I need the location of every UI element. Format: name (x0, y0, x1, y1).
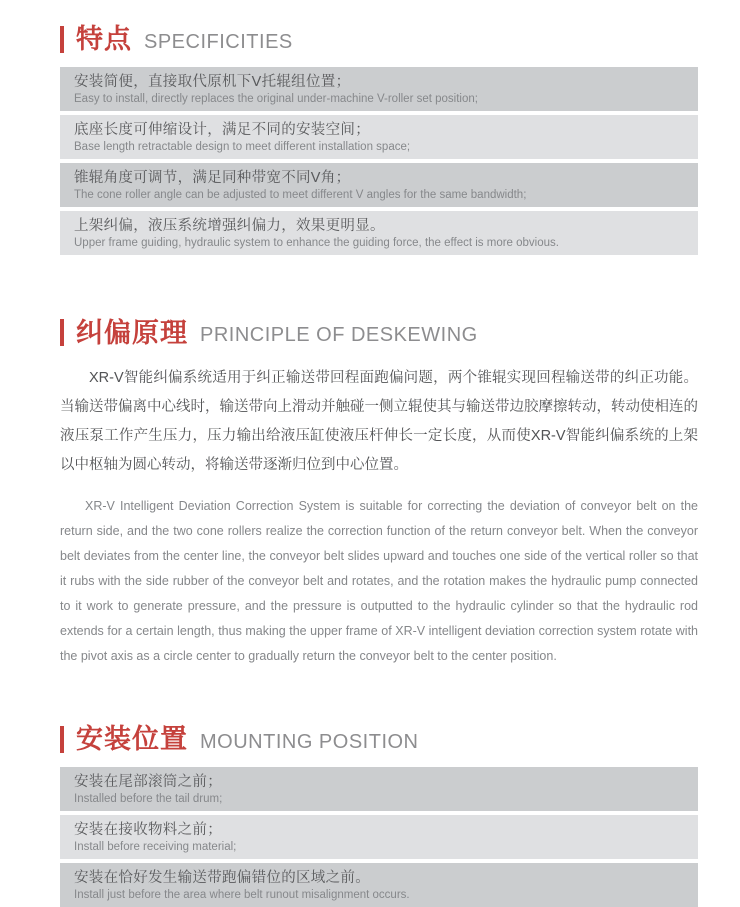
feature-item-zh: 锥辊角度可调节，满足同种带宽不同V角； (74, 169, 351, 186)
mounting-item-en: Installed before the tail drum; (74, 793, 223, 806)
accent-bar (60, 319, 64, 346)
mounting-item-zh: 安装在接收物料之前； (74, 822, 222, 839)
section-heading (60, 319, 698, 349)
feature-item (60, 67, 698, 111)
section-title-zh: 纠偏原理 (76, 317, 188, 348)
section-specificities (60, 25, 698, 255)
mounting-item (60, 815, 698, 859)
section-title-en: MOUNTING POSITION (200, 731, 419, 754)
feature-item (60, 163, 698, 207)
section-title-zh: 特点 (76, 24, 132, 54)
accent-bar (60, 726, 64, 753)
mounting-item-zh: 安装在恰好发生输送带跑偏错位的区域之前。 (74, 870, 370, 887)
section-heading (60, 725, 698, 755)
section-mounting (60, 725, 698, 907)
section-principle (60, 319, 698, 670)
principle-paragraph-en: XR-V Intelligent Deviation Correction System is suitable for correcting the deviation of conveyor belt on the return side, and the two cone rollers realize the correction function of the return conveyor belt. When the conveyor belt deviates from the center line, the conveyor belt slides upward and touches one side of the vertical roller so that it rubs with the side rubber of the conveyor belt and rotates, and the rotation makes the hydraulic pump connected to it work to generate pressure, and the pressure is outputted to the hydraulic cylinder so that the hydraulic rod extends for a certain length, thus making the upper frame of XR-V intelligent deviation correction system rotate with the pivot axis as a circle center to gradually return the conveyor belt to the center position. (60, 499, 698, 664)
accent-bar (60, 26, 64, 53)
feature-item-en: Base length retractable design to meet different installation space; (74, 140, 411, 153)
section-title-en: PRINCIPLE OF DESKEWING (200, 324, 478, 347)
feature-item-en: The cone roller angle can be adjusted to meet different V angles for the same bandwidth; (74, 188, 527, 201)
feature-item-en: Upper frame guiding, hydraulic system to enhance the guiding force, the effect is more obvious. (74, 236, 559, 249)
mounting-list (60, 767, 698, 907)
principle-paragraph-zh: XR-V智能纠偏系统适用于纠正输送带回程面跑偏问题，两个锥辊实现回程输送带的纠正功能。当输送带偏离中心线时，输送带向上滑动并触碰一侧立辊使其与输送带边胶摩擦转动，转动使相连的液压泵工作产生压力，压力输出给液压缸使液压杆伸长一定长度，从而使XR-V智能纠偏系统的上架以中枢轴为圆心转动，将输送带逐渐归位到中心位置。 (60, 370, 698, 474)
mounting-item-en: Install before receiving material; (74, 841, 237, 854)
feature-item (60, 211, 698, 255)
feature-item-zh: 底座长度可伸缩设计，满足不同的安装空间； (74, 121, 370, 138)
section-title-en: SPECIFICITIES (144, 30, 293, 53)
section-heading (60, 25, 698, 55)
mounting-item-en: Install just before the area where belt runout misalignment occurs. (74, 889, 410, 902)
feature-item-en: Easy to install, directly replaces the original under-machine V-roller set position; (74, 92, 478, 105)
feature-item (60, 115, 698, 159)
section-title-zh: 安装位置 (76, 724, 188, 755)
mounting-item (60, 863, 698, 907)
feature-item-zh: 安装简便，直接取代原机下V托辊组位置； (74, 73, 351, 90)
mounting-item-zh: 安装在尾部滚筒之前； (74, 774, 222, 791)
feature-item-zh: 上架纠偏，液压系统增强纠偏力，效果更明显。 (74, 217, 385, 234)
feature-list (60, 67, 698, 255)
mounting-item (60, 767, 698, 811)
